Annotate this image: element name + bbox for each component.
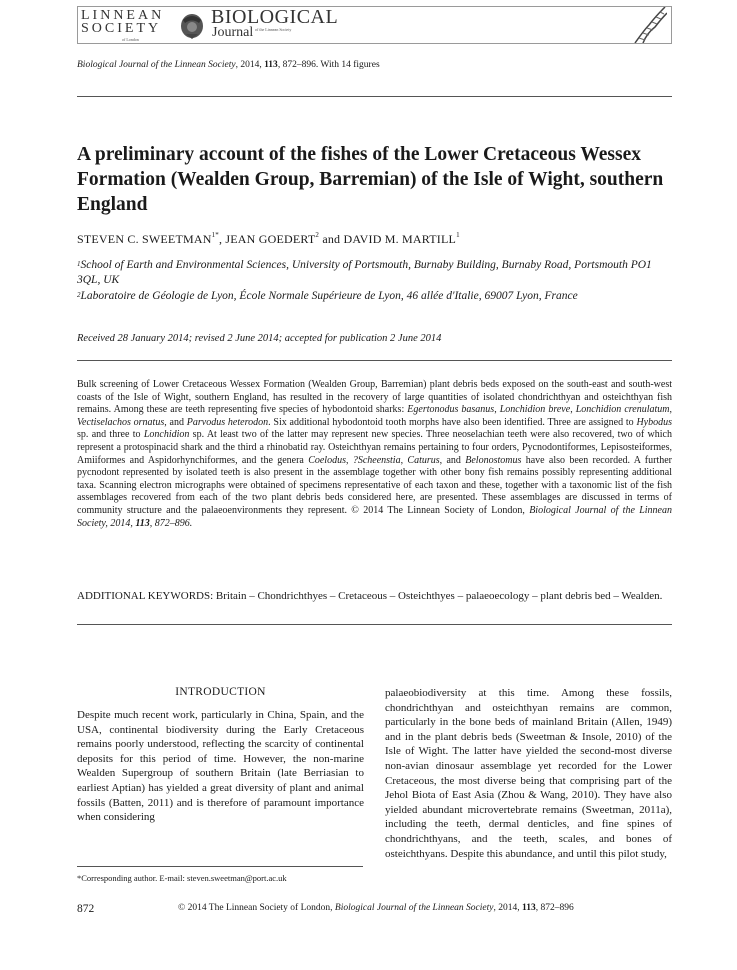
abstract-text: . Six additional hybodontoid tooth morphs have also been identified. Three are assigned to bbox=[268, 416, 637, 428]
abstract-cite-year: , 2014, bbox=[105, 517, 136, 529]
taxon: Belonostomus bbox=[465, 454, 522, 466]
abstract-cite-pages: , 872–896. bbox=[149, 517, 193, 529]
taxon: Parvodus heterodon bbox=[186, 416, 269, 428]
citation-year: , 2014, bbox=[235, 60, 265, 70]
taxon: Egertonodus basanus bbox=[407, 404, 495, 416]
footer-year: , 2014, bbox=[493, 903, 522, 913]
journal-name-line1: BIOLOGICAL bbox=[211, 6, 339, 28]
intro-right-column: palaeobiodiversity at this time. Among these fossils, chondrichthyan and osteichthyan remains are common, particularly in the bone beds of mainland Britain (Allen, 1949) and in the plant debris beds (Sweetman & Insole, 2010) of the Isle of Wight. The latter have yielded the second-most diverse non-avian dinosaur assemblage yet recorded for the Lower Cretaceous, the most diverse being that comprising part of the Jehol Biota of East Asia (Zhou & Wang, 2010). They have also yielded abundant microvertebrate remains (Sweetman, 2011a), including the teeth, dermal denticles, and fine spines of chondrichthyans, and the teeth, scales, and bones of osteichthyans. Despite this abundance, and until this pilot study, bbox=[385, 687, 672, 860]
abstract-text: sp. and three to bbox=[77, 429, 144, 441]
citation-line bbox=[77, 60, 380, 70]
taxon: ?Scheenstia bbox=[352, 454, 401, 466]
footer-copyright bbox=[178, 903, 574, 913]
page-number: 872 bbox=[77, 903, 95, 915]
author-name: JEAN GOEDERT bbox=[225, 232, 316, 246]
citation-volume: 113 bbox=[264, 60, 278, 70]
taxon: Lonchidion bbox=[143, 429, 190, 441]
author-name: DAVID M. MARTILL bbox=[343, 232, 457, 246]
abstract-text: , and bbox=[164, 416, 187, 428]
author-and: and bbox=[322, 232, 341, 246]
article-title: A preliminary account of the fishes of the Lower Cretaceous Wessex Formation (Wealden Group, Barremian) of the Isle of Wight, southern England bbox=[77, 144, 664, 215]
abstract-text: sp. At least two of the latter may represent new species. Three neoselachian teeth were also recovered, two of which represent a protospinacid shark and the third a rhinobatid ray. Osteichthyan remains pertaining to four orders, Pycnodontiformes, Lepisosteiformes, Amiiformes and Aspidorhynchiformes, and the genera bbox=[77, 429, 672, 466]
keywords-label: ADDITIONAL KEYWORDS: bbox=[77, 590, 214, 602]
received-dates: Received 28 January 2014; revised 2 June 2014; accepted for publication 2 June 2014 bbox=[77, 333, 442, 344]
affil-num: 2 bbox=[77, 291, 81, 299]
affil-text: Laboratoire de Géologie de Lyon, École Normale Supérieure de Lyon, 46 allée d'Italie, 69007 Lyon, France bbox=[80, 290, 578, 302]
taxon: Lonchidion breve bbox=[499, 404, 571, 416]
affil-text: School of Earth and Environmental Sciences, University of Portsmouth, Burnaby Building, Burnaby Road, Portsmouth PO1 3QL, UK bbox=[77, 259, 652, 286]
author-sup: 1 bbox=[456, 231, 460, 239]
footnote: *Corresponding author. E-mail: steven.sweetman@port.ac.uk bbox=[77, 873, 287, 883]
abstract-cite-volume: 113 bbox=[135, 517, 150, 529]
author-name: STEVEN C. SWEETMAN bbox=[77, 232, 212, 246]
journal-name-line2: Journal bbox=[212, 25, 254, 40]
taxon: Coelodus bbox=[308, 454, 346, 466]
affiliation-2 bbox=[77, 289, 672, 304]
section-heading: INTRODUCTION bbox=[175, 686, 266, 698]
society-name bbox=[81, 9, 164, 35]
footnote-rule bbox=[77, 866, 363, 867]
author-sup: 2 bbox=[315, 231, 320, 239]
society-line1: LINNEAN bbox=[81, 8, 165, 23]
divider bbox=[77, 624, 672, 625]
footer-copy: © 2014 The Linnean Society of London, bbox=[178, 903, 335, 913]
author-sup: 1* bbox=[211, 231, 219, 239]
citation-pages: , 872–896. With 14 figures bbox=[277, 60, 380, 70]
abstract-text: have also been recorded. A further pycnodont represented by isolated teeth is also present in the assemblage together with other bony fish remains possibly representing additional taxa. Scanning electron micrographs were obtained of specimens representative of each taxon and these, together with a taxonomic list of the fish assemblages recovered from each of the two plant debris beds considered here, are presented. These assemblages are discussed in terms of community structure and the palaeoenvironments they represent. © 2014 The Linnean Society of London, bbox=[77, 454, 672, 516]
journal-banner bbox=[77, 6, 672, 44]
footer-pages: , 872–896 bbox=[535, 903, 574, 913]
dna-helix-icon bbox=[631, 7, 667, 43]
society-line2: SOCIETY bbox=[81, 21, 162, 36]
taxon: Lonchidion crenulatum bbox=[575, 404, 670, 416]
footer-volume: 113 bbox=[521, 903, 536, 913]
affil-num: 1 bbox=[77, 260, 81, 268]
abstract-text: Bulk screening of Lower Cretaceous Wessex Formation (Wealden Group, Barremian) plant debris beds exposed on the south-east and south-west coasts of the Isle of Wight, southern England, has resulted in the recovery of large quantities of isolated chondrichthyan and osteichthyan fish remains. Among these are teeth representing five species of hybodontoid sharks: bbox=[77, 379, 672, 416]
taxon: Hybodus bbox=[636, 416, 672, 428]
keywords bbox=[77, 589, 672, 603]
abstract-cite-journal: Biological Journal of the Linnean Society bbox=[77, 504, 672, 529]
linnean-crest-icon bbox=[177, 10, 207, 40]
intro-left-column: Despite much recent work, particularly in China, Spain, and the USA, continental biodiversity during the Early Cretaceous remains poorly understood, reflecting the scarcity of continental deposits for this period of time. However, the non-marine Wealden Supergroup of southern Britain (late Berriasian to earliest Aptian) has yielded a great diversity of plant and animal fossils (Batten, 2011) and is therefore of paramount importance when considering bbox=[77, 709, 364, 824]
footer-journal: Biological Journal of the Linnean Society bbox=[334, 903, 494, 913]
taxon: Vectiselachos ornatus bbox=[77, 416, 165, 428]
keywords-list: Britain – Chondrichthyes – Cretaceous – Osteichthyes – palaeoecology – plant debris bed – Wealden. bbox=[215, 590, 663, 602]
journal-sub: of the Linnean Society bbox=[255, 27, 292, 32]
divider bbox=[77, 96, 672, 97]
author-list: STEVEN C. $SWEETMAN^{1*}$, JEAN GOEDERT$^2$ and DAVID M. MARTILL$^1$ bbox=[77, 231, 460, 246]
taxon: Caturus bbox=[407, 454, 440, 466]
society-sub: of London bbox=[122, 37, 139, 42]
affiliation-1 bbox=[77, 258, 672, 288]
abstract: Bulk screening of Lower Cretaceous Wessex Formation (Wealden Group, Barremian) plant debris beds exposed on the south-east and south-west coasts of the Isle of Wight, southern England, has resulted in the recovery of large quantities of isolated chondrichthyan and osteichthyan fish remains. Among these are teeth representing five species of hybodontoid sharks: Egertonodus basanus, Lonchidion breve, Lonchidion crenulatum, Vectiselachos ornatus, and Parvodus heterodon. Six additional hybodontoid tooth morphs have also been identified. Three are assigned to Hybodus sp. and three to Lonchidion sp. At least two of the latter may represent new species. Three neoselachian teeth were also recovered, two of which represent a protospinacid shark and the third a rhinobatid ray. Osteichthyan remains pertaining to four orders, Pycnodontiformes, Lepisosteiformes, Amiiformes and Aspidorhynchiformes, and the genera Coelodus, ?Scheenstia, Caturus, and Belonostomus have also been recorded. A further pycnodont represented by isolated teeth is also present in the assemblage together with other bony fish remains possibly representing additional taxa. Scanning electron micrographs were obtained of specimens representative of each taxon and these, together with a taxonomic list of the fish assemblages recovered from each of the two plant debris beds considered here, are presented. These assemblages are discussed in terms of community structure and the palaeoenvironments they represent. © 2014 The Linnean Society of London, Biological Journal of the Linnean Society, 2014, 113, 872–896. bbox=[77, 379, 673, 529]
citation-journal: Biological Journal of the Linnean Society bbox=[77, 60, 236, 70]
divider bbox=[77, 360, 672, 361]
